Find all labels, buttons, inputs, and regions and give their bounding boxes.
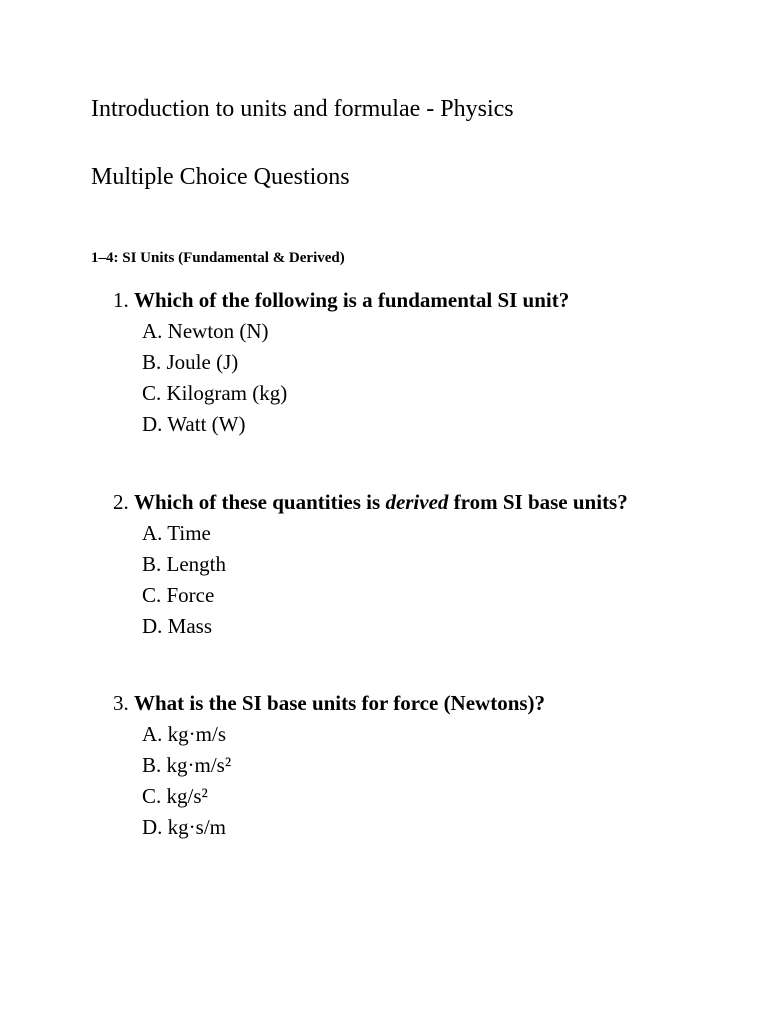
question-2-option-b: B. Length xyxy=(142,552,226,576)
question-3-prompt xyxy=(113,688,753,719)
question-3-option-d: D. kg·s/m xyxy=(142,815,226,839)
question-2-option-a: A. Time xyxy=(142,521,211,545)
question-2-text xyxy=(134,490,628,514)
question-1-option-b: B. Joule (J) xyxy=(142,350,239,374)
question-2-option-c: C. Force xyxy=(142,583,215,607)
document-subtitle: Multiple Choice Questions xyxy=(91,164,350,190)
question-3-option-b: B. kg·m/s² xyxy=(142,753,232,777)
question-3-text: What is the SI base units for force (Newtons)? xyxy=(134,691,546,715)
question-1-number: 1. xyxy=(113,288,129,312)
question-2-text-before: Which of these quantities is xyxy=(134,490,386,514)
section-heading: 1–4: SI Units (Fundamental & Derived) xyxy=(91,250,345,266)
question-3-number: 3. xyxy=(113,691,129,715)
question-2-text-emphasis: derived xyxy=(385,490,449,514)
question-1-text: Which of the following is a fundamental SI unit? xyxy=(134,288,570,312)
question-3 xyxy=(113,688,753,843)
question-2-number: 2. xyxy=(113,490,129,514)
question-1-options xyxy=(113,316,753,440)
question-1-prompt xyxy=(113,285,753,316)
question-1-option-d: D. Watt (W) xyxy=(142,412,246,436)
question-3-option-c: C. kg/s² xyxy=(142,784,208,808)
question-1 xyxy=(113,285,753,440)
question-2 xyxy=(113,487,753,642)
question-2-prompt xyxy=(113,487,753,518)
question-2-options xyxy=(113,518,753,642)
question-1-option-a: A. Newton (N) xyxy=(142,319,269,343)
question-1-option-c: C. Kilogram (kg) xyxy=(142,381,288,405)
document-title: Introduction to units and formulae - Physics xyxy=(91,96,514,122)
question-3-option-a: A. kg·m/s xyxy=(142,722,226,746)
question-2-option-d: D. Mass xyxy=(142,614,213,638)
question-2-text-after: from SI base units? xyxy=(448,490,628,514)
question-3-options xyxy=(113,719,753,843)
